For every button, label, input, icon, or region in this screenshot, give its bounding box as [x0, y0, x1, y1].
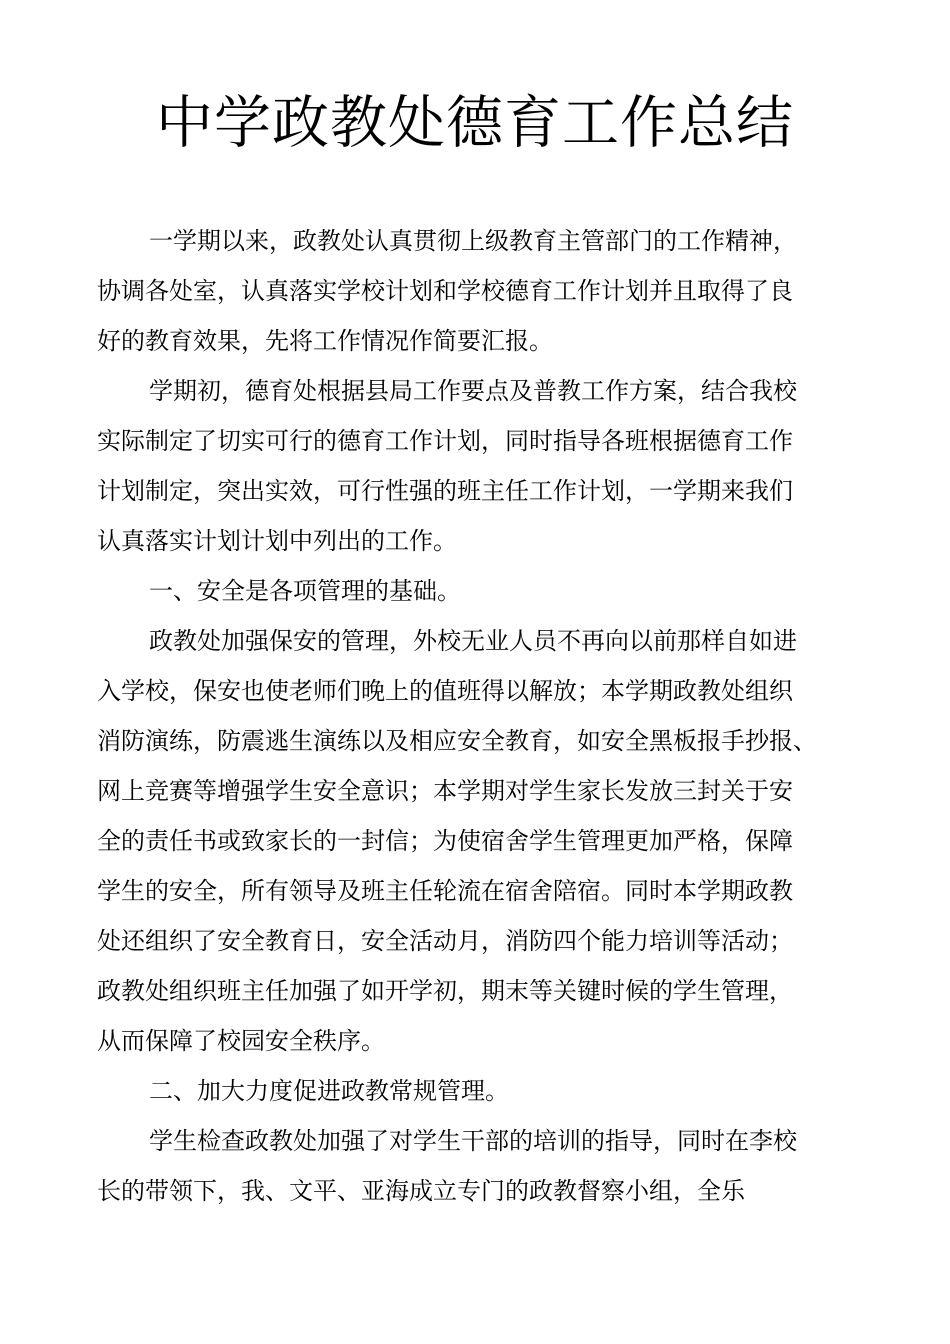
text-line: 政教处加强保安的管理，外校无业人员不再向以前那样自如进 [149, 627, 797, 655]
text-line: 网上竞赛等增强学生安全意识；本学期对学生家长发放三封关于安 [97, 777, 793, 805]
text-line: 认真落实计划计划中列出的工作。 [97, 527, 457, 555]
text-line: 消防演练，防震逃生演练以及相应安全教育，如安全黑板报手抄报、 [97, 727, 817, 755]
text-line: 好的教育效果，先将工作情况作简要汇报。 [97, 327, 553, 355]
text-line: 处还组织了安全教育日，安全活动月，消防四个能力培训等活动； [97, 927, 793, 955]
text-line: 学生的安全，所有领导及班主任轮流在宿舍陪宿。同时本学期政教 [97, 877, 793, 905]
text-line: 从而保障了校园安全秩序。 [97, 1027, 385, 1055]
text-line: 学生检查政教处加强了对学生干部的培训的指导，同时在李校 [149, 1127, 797, 1155]
text-line: 学期初，德育处根据县局工作要点及普教工作方案，结合我校 [149, 377, 797, 405]
text-line: 实际制定了切实可行的德育工作计划，同时指导各班根据德育工作 [97, 427, 793, 455]
text-line: 协调各处室，认真落实学校计划和学校德育工作计划并且取得了良 [97, 277, 793, 305]
section-heading: 二、加大力度促进政教常规管理。 [149, 1077, 509, 1105]
text-line: 入学校，保安也使老师们晚上的值班得以解放；本学期政教处组织 [97, 677, 793, 705]
text-line: 一学期以来，政教处认真贯彻上级教育主管部门的工作精神， [149, 227, 797, 255]
section-heading: 一、安全是各项管理的基础。 [149, 577, 461, 605]
text-line: 计划制定，突出实效，可行性强的班主任工作计划，一学期来我们 [97, 477, 793, 505]
text-line: 全的责任书或致家长的一封信；为使宿舍学生管理更加严格，保障 [97, 827, 793, 855]
document-title: 中学政教处德育工作总结 [156, 90, 794, 156]
document-body [97, 216, 857, 1216]
text-line: 长的带领下，我、文平、亚海成立专门的政教督察小组，全乐 [97, 1177, 745, 1205]
text-line: 政教处组织班主任加强了如开学初，期末等关键时候的学生管理， [97, 977, 793, 1005]
